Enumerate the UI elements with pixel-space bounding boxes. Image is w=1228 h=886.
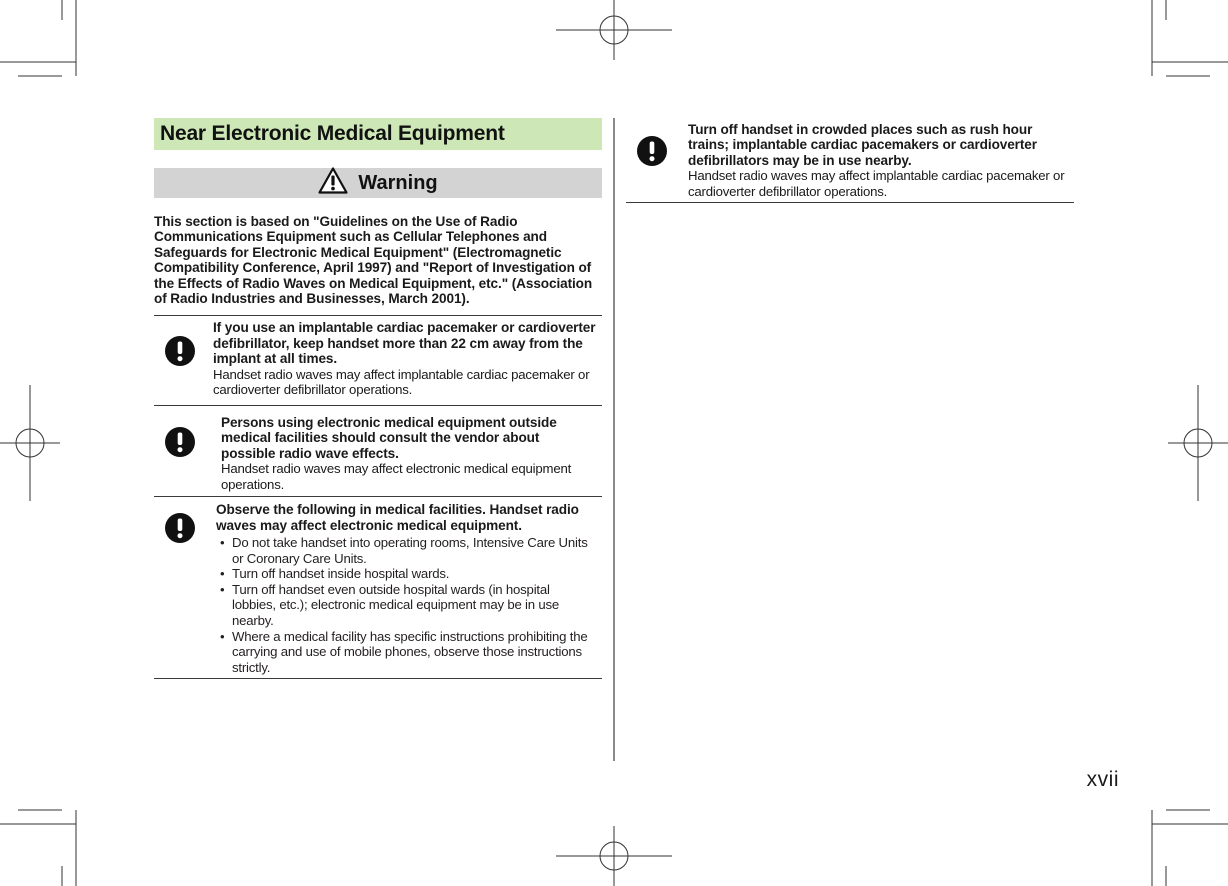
mandatory-exclamation-icon <box>165 513 195 675</box>
list-item: • Turn off handset even outside hospital wards (in hospital lobbies, etc.); electronic medical equipment may be in use nearby. <box>220 581 560 629</box>
mandatory-exclamation-icon <box>637 136 667 199</box>
warning-label: Warning <box>358 171 438 194</box>
section-title: Near Electronic Medical Equipment <box>154 118 602 150</box>
bullet-icon: • <box>220 628 225 644</box>
right-column <box>626 118 1074 203</box>
item-body: Handset radio waves may affect electronic medical equipment operations. <box>221 461 572 492</box>
warning-item <box>626 118 1074 203</box>
list-item: • Where a medical facility has specific instructions prohibiting the carrying and use of mobile phones, observe those instructions strictly. <box>220 628 588 675</box>
item-body: Handset radio waves may affect implantable cardiac pacemaker or cardioverter defibrillator operations. <box>213 366 590 398</box>
page-number: xvii <box>1086 768 1119 791</box>
bullet-icon: • <box>220 566 225 582</box>
item-heading: Turn off handset in crowded places such as rush hour trains; implantable cardiac pacemakers or cardioverter defibrillators may be in use nearby. <box>688 122 1037 168</box>
list-item: • Do not take handset into operating rooms, Intensive Care Units or Coronary Care Units. <box>220 535 588 566</box>
left-column <box>154 118 602 679</box>
warning-item <box>154 315 602 404</box>
list-item: • Turn off handset inside hospital wards. <box>220 566 450 582</box>
warning-triangle-icon <box>318 167 348 199</box>
mandatory-exclamation-icon <box>165 427 195 492</box>
bullet-list <box>216 535 588 675</box>
warning-banner <box>154 168 602 198</box>
mandatory-exclamation-icon <box>165 336 195 397</box>
warning-item <box>154 405 602 496</box>
bullet-icon: • <box>220 581 225 597</box>
item-heading: Persons using electronic medical equipment outside medical facilities should consult the vendor about possible radio wave effects. <box>221 414 557 461</box>
item-heading: If you use an implantable cardiac pacemaker or cardioverter defibrillator, keep handset more than 22 cm away from the implant at all times. <box>213 320 596 367</box>
intro-paragraph: This section is based on "Guidelines on the Use of Radio Communications Equipment such as Cellular Telephones and Safeguards for Electronic Medical Equipment" (Electromagnetic Compatibility Conference, April 1997) and "Report of Investigation of the Effects of Radio Waves on Medical Equipment, etc." (Association of Radio Industries and Businesses, March 2001). <box>154 214 593 307</box>
warning-item <box>154 496 602 679</box>
column-divider <box>613 118 615 761</box>
bullet-icon: • <box>220 535 225 551</box>
item-body: Handset radio waves may affect implantable cardiac pacemaker or cardioverter defibrillator operations. <box>688 168 1065 199</box>
item-heading: Observe the following in medical facilities. Handset radio waves may affect electronic medical equipment. <box>216 502 579 533</box>
